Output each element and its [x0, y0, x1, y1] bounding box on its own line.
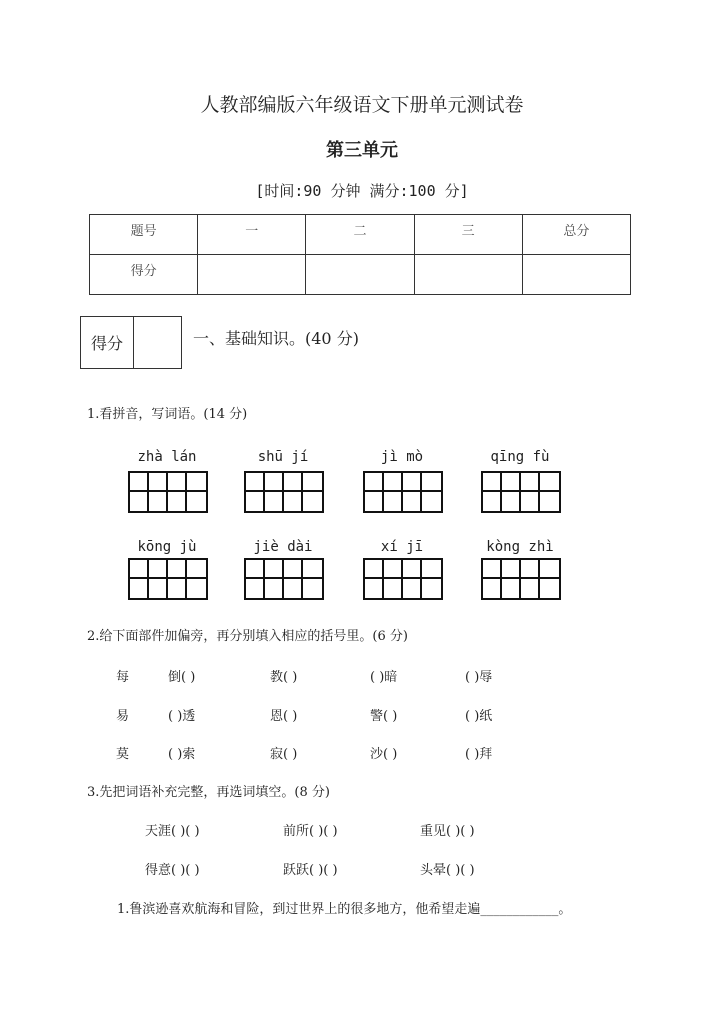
pinyin-label: zhà lán — [137, 449, 197, 465]
grid-cell — [149, 579, 168, 598]
pinyin-label: kōng jù — [137, 539, 197, 555]
grid-cell — [521, 492, 540, 511]
table-row — [90, 255, 631, 295]
grid-cell — [284, 473, 303, 492]
grid-cell — [502, 473, 521, 492]
grid-cell — [384, 579, 403, 598]
table-header-cell: 一 — [198, 215, 306, 255]
grid-cell — [187, 492, 206, 511]
writing-grid[interactable] — [363, 558, 443, 600]
table-header-cell: 三 — [414, 215, 522, 255]
pinyin-label: kòng zhì — [486, 539, 554, 555]
score-cell — [522, 255, 630, 295]
fill-blank-item[interactable]: 恩( ) — [270, 709, 298, 724]
grid-cell — [540, 473, 559, 492]
grid-cell — [502, 579, 521, 598]
fill-blank-item[interactable]: 教( ) — [270, 670, 298, 685]
grid-cell — [246, 492, 265, 511]
grid-cell — [540, 560, 559, 579]
grid-cell — [284, 492, 303, 511]
word-blank-item[interactable]: 天涯( )( ) — [145, 824, 200, 839]
grid-cell — [246, 473, 265, 492]
grid-cell — [284, 560, 303, 579]
pinyin-label: jì mò — [380, 449, 424, 465]
fill-blank-item[interactable]: 寂( ) — [270, 747, 298, 762]
fill-blank-item[interactable]: ( )拜 — [465, 747, 493, 762]
grid-cell — [284, 579, 303, 598]
grid-cell — [422, 579, 441, 598]
table-row-label: 得分 — [90, 255, 198, 295]
grid-cell — [130, 560, 149, 579]
writing-grid[interactable] — [363, 471, 443, 513]
grid-cell — [403, 492, 422, 511]
grid-cell — [403, 560, 422, 579]
grid-cell — [403, 473, 422, 492]
writing-grid[interactable] — [244, 471, 324, 513]
pinyin-label: jiè dài — [253, 539, 313, 555]
word-blank-item[interactable]: 得意( )( ) — [145, 863, 200, 878]
word-blank-item[interactable]: 头晕( )( ) — [420, 863, 475, 878]
score-table — [89, 214, 631, 295]
grid-cell — [265, 579, 284, 598]
grid-cell — [303, 579, 322, 598]
fill-blank-sentence: 1.鲁滨逊喜欢航海和冒险，到过世界上的很多地方，他希望走遍____________。 — [117, 902, 572, 917]
grid-cell — [384, 492, 403, 511]
pinyin-label: xí jī — [380, 539, 424, 555]
grid-cell — [265, 473, 284, 492]
grid-cell — [483, 579, 502, 598]
grid-cell — [384, 473, 403, 492]
grid-cell — [365, 579, 384, 598]
section-title: 一、基础知识。(40 分) — [193, 329, 359, 348]
grid-cell — [521, 560, 540, 579]
fill-blank-item[interactable]: 沙( ) — [370, 747, 398, 762]
writing-grid[interactable] — [244, 558, 324, 600]
table-row — [90, 215, 631, 255]
grid-cell — [303, 492, 322, 511]
writing-grid[interactable] — [481, 471, 561, 513]
document-title: 人教部编版六年级语文下册单元测试卷 — [200, 94, 524, 116]
grid-cell — [540, 579, 559, 598]
grid-cell — [265, 492, 284, 511]
exam-meta: [时间:90 分钟 满分:100 分] — [255, 182, 469, 200]
table-header-cell: 二 — [306, 215, 414, 255]
pinyin-label: qīng fù — [490, 449, 550, 465]
grid-cell — [540, 492, 559, 511]
grid-cell — [422, 560, 441, 579]
grid-cell — [303, 473, 322, 492]
grid-cell — [483, 560, 502, 579]
writing-grid[interactable] — [128, 558, 208, 600]
grid-cell — [365, 560, 384, 579]
table-header-cell: 总分 — [522, 215, 630, 255]
score-cell — [414, 255, 522, 295]
grid-cell — [422, 473, 441, 492]
writing-grid[interactable] — [128, 471, 208, 513]
fill-blank-item[interactable]: ( )纸 — [465, 709, 493, 724]
grid-cell — [246, 560, 265, 579]
radical-part: 易 — [116, 709, 130, 724]
grid-cell — [130, 492, 149, 511]
grid-cell — [149, 560, 168, 579]
question-3-title: 3.先把词语补充完整，再选词填空。(8 分) — [87, 785, 330, 800]
section-score-box — [80, 316, 182, 369]
grid-cell — [521, 473, 540, 492]
table-header-cell: 题号 — [90, 215, 198, 255]
score-cell — [306, 255, 414, 295]
fill-blank-item[interactable]: ( )暗 — [370, 670, 398, 685]
fill-blank-item[interactable]: ( )索 — [168, 747, 196, 762]
fill-blank-item[interactable]: 警( ) — [370, 709, 398, 724]
grid-cell — [365, 492, 384, 511]
grid-cell — [149, 473, 168, 492]
fill-blank-item[interactable]: ( )透 — [168, 709, 196, 724]
grid-cell — [187, 560, 206, 579]
radical-part: 每 — [116, 670, 130, 685]
radical-part: 莫 — [116, 747, 130, 762]
grid-cell — [483, 473, 502, 492]
score-cell — [198, 255, 306, 295]
word-blank-item[interactable]: 重见( )( ) — [420, 824, 475, 839]
grid-cell — [130, 579, 149, 598]
question-2-title: 2.给下面部件加偏旁，再分别填入相应的括号里。(6 分) — [87, 629, 408, 644]
grid-cell — [168, 560, 187, 579]
grid-cell — [187, 473, 206, 492]
grid-cell — [521, 579, 540, 598]
section-score-label: 得分 — [81, 317, 134, 368]
writing-grid[interactable] — [481, 558, 561, 600]
unit-title: 第三单元 — [326, 140, 398, 161]
grid-cell — [265, 560, 284, 579]
grid-cell — [168, 579, 187, 598]
word-blank-item[interactable]: 跃跃( )( ) — [283, 863, 338, 878]
word-blank-item[interactable]: 前所( )( ) — [283, 824, 338, 839]
grid-cell — [483, 492, 502, 511]
grid-cell — [403, 579, 422, 598]
grid-cell — [384, 560, 403, 579]
grid-cell — [168, 473, 187, 492]
pinyin-label: shū jí — [257, 449, 309, 465]
fill-blank-item[interactable]: 倒( ) — [168, 670, 196, 685]
grid-cell — [502, 560, 521, 579]
grid-cell — [303, 560, 322, 579]
grid-cell — [149, 492, 168, 511]
grid-cell — [246, 579, 265, 598]
grid-cell — [168, 492, 187, 511]
grid-cell — [187, 579, 206, 598]
grid-cell — [130, 473, 149, 492]
grid-cell — [502, 492, 521, 511]
question-1-title: 1.看拼音，写词语。(14 分) — [87, 407, 248, 422]
grid-cell — [422, 492, 441, 511]
grid-cell — [365, 473, 384, 492]
fill-blank-item[interactable]: ( )辱 — [465, 670, 493, 685]
